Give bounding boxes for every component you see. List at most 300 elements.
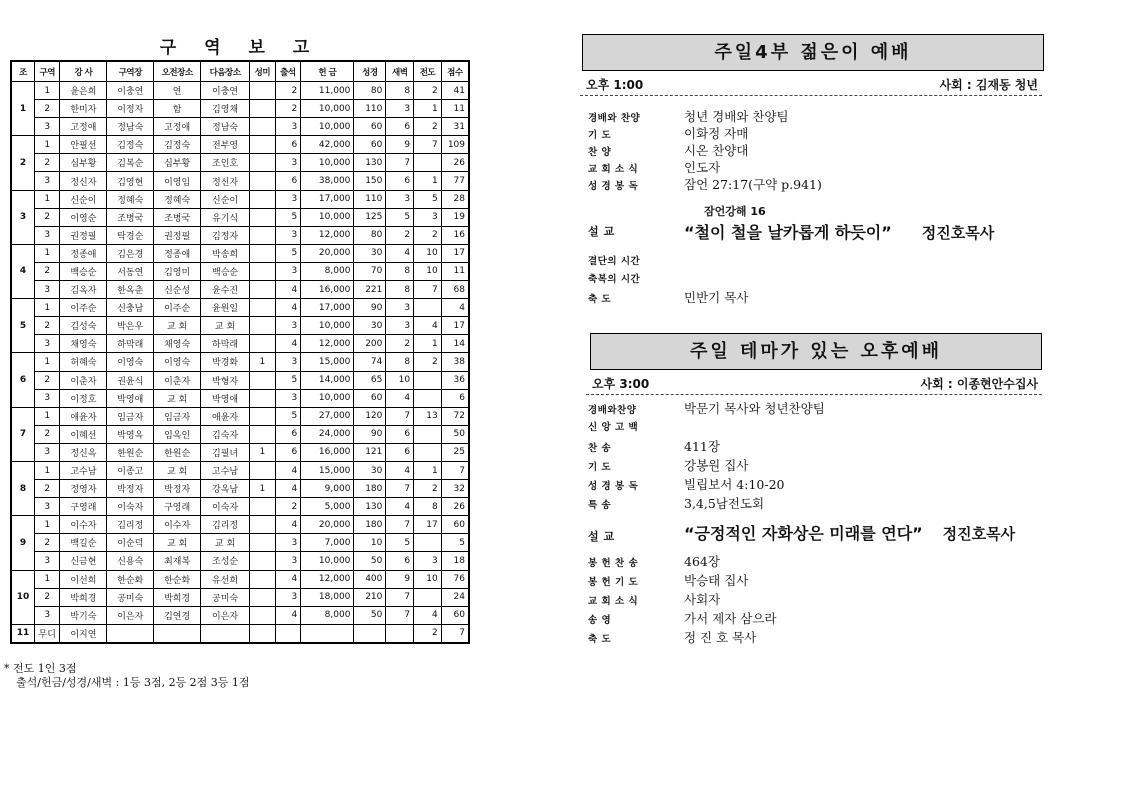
table-cell: 1 bbox=[250, 443, 276, 461]
table-cell: 17,000 bbox=[301, 299, 354, 317]
table-cell: 4 bbox=[275, 335, 301, 353]
table-cell: 임옥인 bbox=[154, 425, 201, 443]
order-item bbox=[588, 399, 1042, 418]
table-cell: 18,000 bbox=[301, 588, 354, 606]
table-cell: 16 bbox=[441, 226, 469, 244]
table-cell: 권정필 bbox=[154, 226, 201, 244]
table-cell: 1 bbox=[250, 480, 276, 498]
table-cell: 공미숙 bbox=[201, 588, 250, 606]
table-cell: 10,000 bbox=[301, 389, 354, 407]
table-cell: 3 bbox=[275, 317, 301, 335]
table-cell: 구영래 bbox=[154, 498, 201, 516]
table-cell: 박송희 bbox=[201, 244, 250, 262]
table-cell: 2 bbox=[34, 534, 60, 552]
table-cell: 이혜선 bbox=[60, 425, 107, 443]
table-cell: 윤은희 bbox=[60, 82, 107, 100]
table-cell: 유선희 bbox=[201, 570, 250, 588]
table-cell: 1 bbox=[34, 244, 60, 262]
table-cell: 6 bbox=[386, 552, 414, 570]
table-cell: 180 bbox=[354, 480, 386, 498]
table-row bbox=[11, 299, 469, 317]
table-cell: 교 회 bbox=[154, 534, 201, 552]
table-cell: 2 bbox=[414, 624, 442, 643]
table-row bbox=[11, 570, 469, 588]
table-cell: 권정필 bbox=[60, 226, 107, 244]
table-cell: 10,000 bbox=[301, 552, 354, 570]
table-cell: 121 bbox=[354, 443, 386, 461]
table-cell bbox=[414, 371, 442, 389]
service2-sermon bbox=[588, 521, 1042, 544]
table-cell: 김옥자 bbox=[60, 281, 107, 299]
table-row bbox=[11, 262, 469, 280]
table-cell bbox=[250, 534, 276, 552]
service2-timeline bbox=[586, 374, 1042, 395]
table-cell: 2 bbox=[414, 82, 442, 100]
table-cell: 조병국 bbox=[154, 208, 201, 226]
table-cell: 5,000 bbox=[301, 498, 354, 516]
table-cell: 3 bbox=[34, 335, 60, 353]
table-cell: 11 bbox=[441, 262, 469, 280]
table-cell: 박희경 bbox=[60, 588, 107, 606]
table-cell: 14 bbox=[441, 335, 469, 353]
table-cell: 3 bbox=[275, 190, 301, 208]
group-number: 4 bbox=[11, 244, 34, 298]
service2-host: 사회 : 이종현안수집사 bbox=[920, 377, 1038, 391]
table-cell: 3 bbox=[275, 534, 301, 552]
table-cell bbox=[414, 299, 442, 317]
table-cell: 신금현 bbox=[60, 552, 107, 570]
table-cell: 박영애 bbox=[201, 389, 250, 407]
table-cell: 박정자 bbox=[154, 480, 201, 498]
table-cell: 전부영 bbox=[201, 136, 250, 154]
table-cell: 3 bbox=[275, 353, 301, 371]
order-item bbox=[588, 571, 1042, 590]
order-value: 인도자 bbox=[684, 160, 721, 175]
table-row bbox=[11, 190, 469, 208]
table-cell bbox=[250, 588, 276, 606]
table-cell: 90 bbox=[354, 425, 386, 443]
table-cell: 2 bbox=[275, 100, 301, 118]
table-cell bbox=[414, 389, 442, 407]
table-cell bbox=[250, 425, 276, 443]
table-cell: 7 bbox=[386, 588, 414, 606]
table-row bbox=[11, 407, 469, 425]
order-label: 결단의 시간 bbox=[588, 256, 641, 267]
table-cell bbox=[250, 407, 276, 425]
services-section bbox=[580, 34, 1042, 647]
table-cell: 50 bbox=[354, 552, 386, 570]
table-row bbox=[11, 82, 469, 100]
service1-sermon bbox=[588, 203, 1042, 243]
table-row bbox=[11, 353, 469, 371]
table-cell bbox=[154, 624, 201, 643]
table-cell: 10,000 bbox=[301, 154, 354, 172]
table-cell: 백승순 bbox=[201, 262, 250, 280]
table-cell: 박은우 bbox=[107, 317, 154, 335]
table-cell: 20,000 bbox=[301, 244, 354, 262]
table-cell: 김정자 bbox=[201, 226, 250, 244]
table-cell: 7 bbox=[414, 281, 442, 299]
table-cell: 9,000 bbox=[301, 480, 354, 498]
table-cell: 4 bbox=[275, 461, 301, 479]
table-cell bbox=[386, 624, 414, 643]
table-cell: 8 bbox=[386, 353, 414, 371]
table-cell: 4 bbox=[275, 570, 301, 588]
table-cell: 이선희 bbox=[60, 570, 107, 588]
table-cell bbox=[250, 570, 276, 588]
order-item bbox=[588, 159, 1042, 176]
table-cell: 임금자 bbox=[107, 407, 154, 425]
order-label: 신 앙 고 백 bbox=[588, 422, 639, 433]
order-value: 강봉원 집사 bbox=[684, 458, 749, 473]
table-cell: 60 bbox=[441, 606, 469, 624]
table-cell bbox=[414, 588, 442, 606]
table-cell: 3 bbox=[34, 443, 60, 461]
table-cell: 2 bbox=[34, 317, 60, 335]
table-cell: 210 bbox=[354, 588, 386, 606]
table-cell: 400 bbox=[354, 570, 386, 588]
table-cell: 4 bbox=[275, 606, 301, 624]
table-cell: 김은경 bbox=[107, 244, 154, 262]
order-item bbox=[588, 609, 1042, 628]
order-value: 가서 제자 삼으라 bbox=[684, 611, 777, 626]
table-cell: 120 bbox=[354, 407, 386, 425]
table-cell bbox=[250, 552, 276, 570]
table-cell: 박기숙 bbox=[60, 606, 107, 624]
table-cell: 2 bbox=[275, 82, 301, 100]
table-cell: 1 bbox=[34, 353, 60, 371]
table-cell: 26 bbox=[441, 154, 469, 172]
table-cell: 2 bbox=[414, 118, 442, 136]
table-cell: 4 bbox=[414, 606, 442, 624]
table-cell: 이주순 bbox=[60, 299, 107, 317]
sermon-preacher: 정진호목사 bbox=[942, 525, 1016, 543]
table-cell: 6 bbox=[386, 425, 414, 443]
table-cell: 이춘자 bbox=[60, 371, 107, 389]
order-label: 축 도 bbox=[588, 294, 612, 305]
table-cell: 1 bbox=[34, 516, 60, 534]
table-cell: 연 bbox=[154, 82, 201, 100]
table-cell: 탁경순 bbox=[107, 226, 154, 244]
table-cell: 3 bbox=[275, 118, 301, 136]
table-cell: 3 bbox=[34, 552, 60, 570]
table-cell: 3 bbox=[275, 154, 301, 172]
table-cell: 25 bbox=[441, 443, 469, 461]
table-cell: 17 bbox=[441, 244, 469, 262]
table-row bbox=[11, 208, 469, 226]
sermon-title: “긍정적인 자화상은 미래를 연다” bbox=[684, 524, 923, 543]
order-item bbox=[588, 142, 1042, 159]
table-cell: 정혜숙 bbox=[154, 190, 201, 208]
group-number: 5 bbox=[11, 299, 34, 353]
table-row bbox=[11, 552, 469, 570]
table-cell: 20,000 bbox=[301, 516, 354, 534]
order-value: 정 진 호 목사 bbox=[684, 630, 757, 645]
table-cell bbox=[250, 136, 276, 154]
table-cell: 3 bbox=[34, 606, 60, 624]
table-cell bbox=[250, 244, 276, 262]
table-cell: 3 bbox=[275, 389, 301, 407]
table-cell: 180 bbox=[354, 516, 386, 534]
report-header-row bbox=[11, 61, 469, 82]
table-cell: 6 bbox=[386, 172, 414, 190]
table-cell bbox=[250, 190, 276, 208]
table-cell: 정혜숙 bbox=[107, 190, 154, 208]
table-cell: 이수자 bbox=[154, 516, 201, 534]
table-cell: 14,000 bbox=[301, 371, 354, 389]
table-cell: 박정자 bbox=[107, 480, 154, 498]
table-cell: 16,000 bbox=[301, 281, 354, 299]
table-cell: 안필선 bbox=[60, 136, 107, 154]
table-cell: 3 bbox=[386, 299, 414, 317]
table-cell: 박영옥 bbox=[107, 425, 154, 443]
table-cell bbox=[354, 624, 386, 643]
table-cell: 10,000 bbox=[301, 317, 354, 335]
table-cell: 정신자 bbox=[60, 172, 107, 190]
order-label: 경배와찬양 bbox=[588, 405, 637, 416]
table-cell: 7 bbox=[441, 461, 469, 479]
table-cell: 4 bbox=[386, 498, 414, 516]
table-cell: 이영숙 bbox=[107, 353, 154, 371]
table-cell: 박희경 bbox=[154, 588, 201, 606]
order-item bbox=[588, 253, 1042, 271]
table-cell: 이지연 bbox=[60, 624, 107, 643]
table-cell: 10 bbox=[414, 570, 442, 588]
col-header: 강 사 bbox=[60, 61, 107, 82]
table-cell: 5 bbox=[275, 244, 301, 262]
table-cell: 6 bbox=[275, 443, 301, 461]
table-cell: 9 bbox=[386, 570, 414, 588]
report-table bbox=[10, 60, 470, 644]
table-cell: 이은자 bbox=[201, 606, 250, 624]
table-cell: 24,000 bbox=[301, 425, 354, 443]
table-cell: 4 bbox=[386, 461, 414, 479]
order-item bbox=[588, 437, 1042, 456]
table-cell: 1 bbox=[34, 461, 60, 479]
group-number: 1 bbox=[11, 82, 34, 136]
table-cell: 1 bbox=[34, 570, 60, 588]
table-cell: 4 bbox=[386, 389, 414, 407]
table-cell: 3 bbox=[34, 498, 60, 516]
table-cell bbox=[250, 516, 276, 534]
order-label: 교 회 소 식 bbox=[588, 596, 639, 607]
table-cell: 이충연 bbox=[201, 82, 250, 100]
table-cell: 김정숙 bbox=[107, 136, 154, 154]
table-cell: 한미자 bbox=[60, 100, 107, 118]
order-label: 찬 송 bbox=[588, 443, 612, 454]
table-cell: 유기식 bbox=[201, 208, 250, 226]
table-cell bbox=[250, 82, 276, 100]
table-cell: 17 bbox=[441, 317, 469, 335]
report-section bbox=[10, 36, 470, 644]
table-cell: 2 bbox=[34, 262, 60, 280]
table-row bbox=[11, 172, 469, 190]
order-value: 빌립보서 4:10-20 bbox=[684, 477, 785, 492]
table-cell: 32 bbox=[441, 480, 469, 498]
table-cell: 이숙자 bbox=[107, 498, 154, 516]
table-cell: 2 bbox=[414, 353, 442, 371]
table-cell: 1 bbox=[34, 190, 60, 208]
order-item bbox=[588, 108, 1042, 125]
table-cell bbox=[250, 208, 276, 226]
table-row bbox=[11, 425, 469, 443]
table-cell: 이영순 bbox=[60, 208, 107, 226]
table-cell: 77 bbox=[441, 172, 469, 190]
table-cell: 11,000 bbox=[301, 82, 354, 100]
table-cell: 17 bbox=[414, 516, 442, 534]
table-cell: 5 bbox=[275, 208, 301, 226]
table-cell: 이숙자 bbox=[201, 498, 250, 516]
table-cell: 125 bbox=[354, 208, 386, 226]
order-label: 봉 헌 찬 송 bbox=[588, 558, 639, 569]
table-cell: 이영임 bbox=[154, 172, 201, 190]
sermon-title: “철이 철을 날카롭게 하듯이” bbox=[684, 223, 892, 242]
table-cell: 60 bbox=[354, 136, 386, 154]
table-row bbox=[11, 534, 469, 552]
service1-order bbox=[580, 108, 1042, 307]
table-cell bbox=[250, 371, 276, 389]
table-cell: 심부황 bbox=[154, 154, 201, 172]
table-cell: 110 bbox=[354, 100, 386, 118]
table-cell: 16,000 bbox=[301, 443, 354, 461]
table-row bbox=[11, 480, 469, 498]
table-cell: 6 bbox=[275, 425, 301, 443]
table-cell: 65 bbox=[354, 371, 386, 389]
service1-host: 사회 : 김재동 청년 bbox=[939, 78, 1038, 92]
table-cell: 3 bbox=[414, 552, 442, 570]
table-cell: 김영채 bbox=[201, 100, 250, 118]
table-row bbox=[11, 281, 469, 299]
table-cell: 1 bbox=[34, 82, 60, 100]
table-cell: 신순이 bbox=[201, 190, 250, 208]
table-cell: 박형자 bbox=[201, 371, 250, 389]
order-label: 축 도 bbox=[588, 634, 612, 645]
sermon-label: 설 교 bbox=[588, 530, 615, 543]
table-cell: 31 bbox=[441, 118, 469, 136]
group-number: 6 bbox=[11, 353, 34, 407]
order-item bbox=[588, 418, 1042, 437]
table-cell: 5 bbox=[275, 407, 301, 425]
table-cell: 24 bbox=[441, 588, 469, 606]
group-number: 8 bbox=[11, 461, 34, 515]
table-row bbox=[11, 498, 469, 516]
table-cell: 7 bbox=[386, 407, 414, 425]
group-number: 2 bbox=[11, 136, 34, 190]
table-cell: 교 회 bbox=[201, 534, 250, 552]
table-cell: 15,000 bbox=[301, 353, 354, 371]
order-value: 민반기 목사 bbox=[684, 290, 749, 305]
table-cell: 고수남 bbox=[201, 461, 250, 479]
table-cell bbox=[414, 154, 442, 172]
table-cell: 강옥남 bbox=[201, 480, 250, 498]
table-cell: 3 bbox=[34, 281, 60, 299]
table-cell: 3 bbox=[34, 226, 60, 244]
table-cell bbox=[301, 624, 354, 643]
table-cell: 28 bbox=[441, 190, 469, 208]
table-cell: 72 bbox=[441, 407, 469, 425]
table-cell: 36 bbox=[441, 371, 469, 389]
table-cell: 6 bbox=[441, 389, 469, 407]
table-cell bbox=[201, 624, 250, 643]
table-cell: 3 bbox=[275, 588, 301, 606]
table-cell: 8 bbox=[414, 498, 442, 516]
table-cell: 고정애 bbox=[60, 118, 107, 136]
order-label: 경배와 찬양 bbox=[588, 113, 641, 124]
order-value: 청년 경배와 찬양팀 bbox=[684, 109, 789, 124]
table-cell: 10 bbox=[386, 371, 414, 389]
table-cell: 교 회 bbox=[154, 461, 201, 479]
table-cell: 임금자 bbox=[154, 407, 201, 425]
table-row bbox=[11, 317, 469, 335]
table-row bbox=[11, 226, 469, 244]
table-cell: 1 bbox=[414, 172, 442, 190]
table-cell: 2 bbox=[34, 588, 60, 606]
table-cell: 이수자 bbox=[60, 516, 107, 534]
order-item bbox=[588, 628, 1042, 647]
col-header: 전도 bbox=[414, 61, 442, 82]
table-cell: 150 bbox=[354, 172, 386, 190]
table-cell: 2 bbox=[34, 100, 60, 118]
table-cell: 5 bbox=[386, 534, 414, 552]
table-cell: 정신옥 bbox=[60, 443, 107, 461]
table-row bbox=[11, 606, 469, 624]
table-cell: 5 bbox=[441, 534, 469, 552]
table-cell: 교 회 bbox=[201, 317, 250, 335]
col-header: 성경 bbox=[354, 61, 386, 82]
table-cell: 한순화 bbox=[154, 570, 201, 588]
service1-time: 오후 1:00 bbox=[586, 78, 644, 92]
order-item bbox=[588, 494, 1042, 513]
col-header: 오전장소 bbox=[154, 61, 201, 82]
table-cell: 신순이 bbox=[60, 190, 107, 208]
table-cell: 7 bbox=[441, 624, 469, 643]
report-notes bbox=[4, 662, 250, 690]
table-cell bbox=[250, 317, 276, 335]
table-cell bbox=[250, 154, 276, 172]
table-row bbox=[11, 118, 469, 136]
table-cell: 7 bbox=[386, 154, 414, 172]
table-cell bbox=[250, 262, 276, 280]
table-cell: 7 bbox=[414, 136, 442, 154]
table-cell: 하막래 bbox=[201, 335, 250, 353]
table-cell: 10,000 bbox=[301, 118, 354, 136]
order-value: 박문기 목사와 청년찬양팀 bbox=[684, 401, 825, 416]
table-cell: 5 bbox=[275, 371, 301, 389]
table-cell: 심부황 bbox=[60, 154, 107, 172]
table-cell: 3 bbox=[34, 118, 60, 136]
table-cell: 김영현 bbox=[107, 172, 154, 190]
table-cell: 30 bbox=[354, 317, 386, 335]
table-cell: 조성순 bbox=[201, 552, 250, 570]
table-cell: 공미숙 bbox=[107, 588, 154, 606]
table-cell: 권윤식 bbox=[107, 371, 154, 389]
order-label: 송 영 bbox=[588, 615, 612, 626]
table-cell: 정종애 bbox=[60, 244, 107, 262]
table-cell: 한원순 bbox=[154, 443, 201, 461]
group-number: 11 bbox=[11, 624, 34, 643]
order-label: 기 도 bbox=[588, 130, 612, 141]
table-cell: 신충남 bbox=[107, 299, 154, 317]
table-cell: 10,000 bbox=[301, 100, 354, 118]
service2-title-box: 주일 테마가 있는 오후예배 bbox=[590, 333, 1042, 370]
table-cell: 한원순 bbox=[107, 443, 154, 461]
table-cell bbox=[414, 443, 442, 461]
table-cell: 3 bbox=[275, 226, 301, 244]
table-cell: 41 bbox=[441, 82, 469, 100]
order-item bbox=[588, 456, 1042, 475]
col-header: 조 bbox=[11, 61, 34, 82]
table-row bbox=[11, 136, 469, 154]
